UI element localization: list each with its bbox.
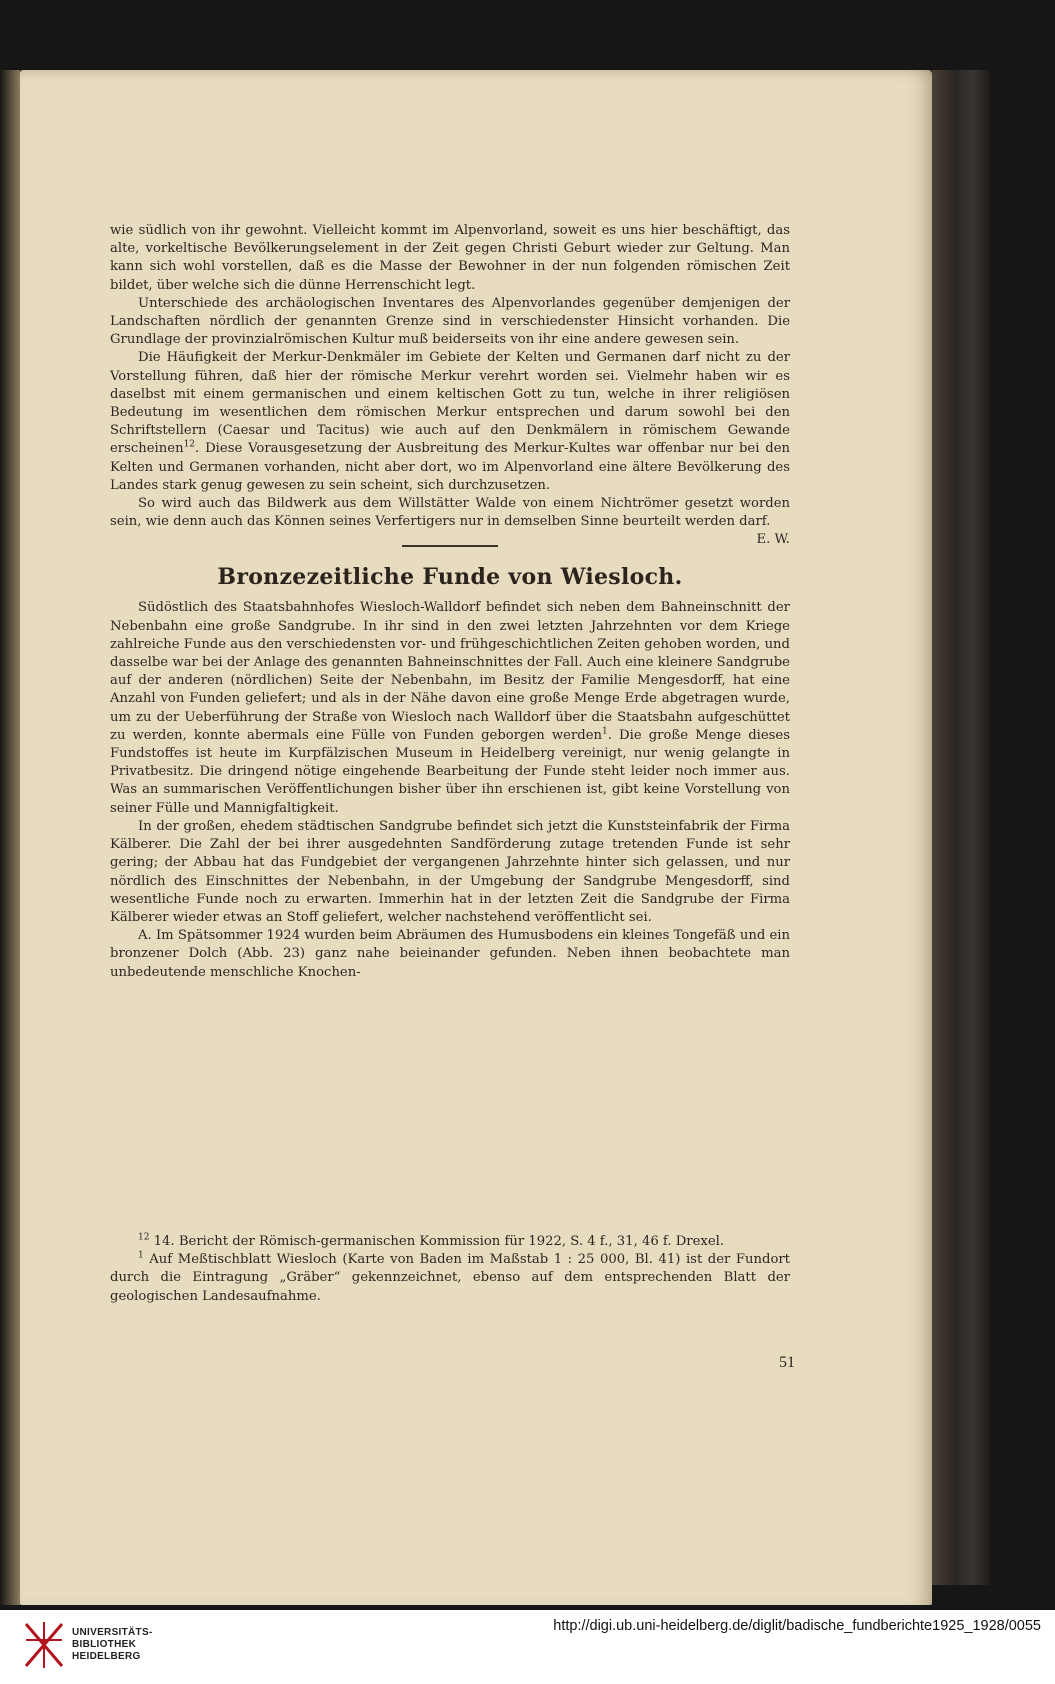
- footnote-mark: 1: [138, 1250, 144, 1261]
- paragraph-text: Südöstlich des Staatsbahnhofes Wiesloch-Walldorf befindet sich neben dem Bahneinschnitt der Nebenbahn eine große Sandgrube. In ihr sind in den zwei letzten Jahrzehnten vor dem Kriege zahlreiche Funde aus den verschiedensten vor- und frühgeschichtlichen Zeiten gehoben worden, und dasselbe war bei der Anlage des genannten Bahneinschnittes der Fall. Auch eine kleinere Sandgrube auf der anderen (nördlichen) Seite der Nebenbahn, im Besitz der Familie Mengesdorff, hat eine Anzahl von Funden geliefert; und als in der Nähe davon eine große Menge Erde abgetragen wurde, um zu der Ueberführung der Straße von Wiesloch nach Walldorf über die Staatsbahn aufgeschüttet zu werden, konnte abermals eine Fülle von Funden geborgen werden: [110, 600, 790, 743]
- book-cover-edge: [932, 70, 990, 1585]
- paragraph: Unterschiede des archäologischen Inventares des Alpenvorlandes gegenüber demjenigen der Landschaften nördlich der genannten Grenze sind in verschiedenster Hinsicht vorhanden. Die Grundlage der provinzialrömischen Kultur muß beiderseits von ihr eine andere gewesen sein.: [110, 295, 790, 348]
- paragraph: wie südlich von ihr gewohnt. Vielleicht kommt im Alpenvorland, soweit es uns hier beschäftigt, das alte, vorkeltische Bevölkerungselement in der Zeit gegen Christi Geburt wieder zur Geltung. Man kann sich wohl vorstellen, daß es die Masse der Bewohner in der nun folgenden römischen Zeit bildet, über welche sich die dünne Herrenschicht legt.: [110, 223, 790, 293]
- university-library-logo-icon: [22, 1620, 66, 1670]
- source-url-link[interactable]: http://digi.ub.uni-heidelberg.de/diglit/badische_fundberichte1925_1928/0055: [553, 1618, 1041, 1634]
- paragraph-text: Die Häufigkeit der Merkur-Denkmäler im Gebiete der Kelten und Germanen darf nicht zu der Vorstellung führen, daß hier der römische Merkur verehrt worden sei. Vielmehr haben wir es daselbst mit einem germanischen und einem keltischen Gott zu tun, welche in ihrer religiösen Bedeutung im wesentlichen dem römischen Merkur entsprechen und darum sowohl bei den Schriftstellern (Caesar und Tacitus) wie auch auf den Denkmälern in römischem Gewande erscheinen: [110, 350, 790, 457]
- footnotes: [110, 1233, 790, 1306]
- page-number: 51: [779, 1354, 795, 1371]
- signature: E. W.: [756, 532, 790, 548]
- footnote-ref: 1: [602, 726, 608, 737]
- library-name-line: BIBLIOTHEK: [72, 1639, 137, 1650]
- section-title: Bronzezeitliche Funde von Wiesloch.: [217, 564, 683, 591]
- footnote-ref: 12: [183, 440, 196, 451]
- section-divider: [402, 545, 498, 547]
- main-text: [110, 222, 790, 982]
- footnote-mark: 12: [138, 1232, 150, 1243]
- paragraph-text: Diese Vorausgesetzung der Ausbreitung des Merkur-Kultes war offenbar nur bei den Kelten und Germanen vorhanden, nicht aber dort, wo im Alpenvorland eine ältere Bevölkerung des Landes stark genug gewesen zu sein scheint, sich durchzusetzen.: [110, 441, 791, 493]
- paragraph-text: So wird auch das Bildwerk aus dem Willstätter Walde von einem Nichtrömer gesetzt worden sein, wie denn auch das Können seines Verfertigers nur in demselben Sinne beurteilt werden darf.: [110, 496, 790, 530]
- book-spine: [0, 70, 20, 1605]
- library-name: [72, 1627, 153, 1663]
- paragraph: Südöstlich des Staatsbahnhofes Wiesloch-Walldorf befindet sich neben dem Bahneinschnitt der Nebenbahn eine große Sandgrube. In ihr sind in den zwei letzten Jahrzehnten vor dem Kriege zahlreiche Funde aus den verschiedensten vor- und frühgeschichtlichen Zeiten gehoben worden, und dasselbe war bei der Anlage des genannten Bahneinschnittes der Fall. Auch eine kleinere Sandgrube auf der anderen (nördlichen) Seite der Nebenbahn, im Besitz der Familie Mengesdorff, hat eine Anzahl von Funden geliefert; und als in der Nähe davon eine große Menge Erde abgetragen wurde, um zu der Ueberführung der Straße von Wiesloch nach Walldorf über die Staatsbahn aufgeschüttet zu werden, konnte abermals eine Fülle von Funden geborgen werden$^1$. Die große Menge dieses Fundstoffes ist heute im Kurpfälzischen Museum in Heidelberg vereinigt, nur wenig gelangte in Privatbesitz. Die dringend nötige eingehende Bearbeitung der Funde steht leider noch immer aus. Was an summarischen Veröffentlichungen bisher über ihn erschienen ist, gibt keine Vorstellung von seiner Fülle und Mannigfaltigkeit.: [110, 600, 791, 816]
- paragraph: [110, 495, 790, 548]
- paragraph: Die Häufigkeit der Merkur-Denkmäler im Gebiete der Kelten und Germanen darf nicht zu der Vorstellung führen, daß hier der römische Merkur verehrt worden sei. Vielmehr haben wir es daselbst mit einem germanischen und einem keltischen Gott zu tun, welche in ihrer religiösen Bedeutung im wesentlichen dem römischen Merkur entsprechen und darum sowohl bei den Schriftstellern (Caesar und Tacitus) wie auch auf den Denkmälern in römischem Gewande erscheinen$^{12}$. Diese Vorausgesetzung der Ausbreitung des Merkur-Kultes war offenbar nur bei den Kelten und Germanen vorhanden, nicht aber dort, wo im Alpenvorland eine ältere Bevölkerung des Landes stark genug gewesen zu sein scheint, sich durchzusetzen.: [110, 350, 791, 493]
- library-name-line: UNIVERSITÄTS-: [72, 1627, 153, 1638]
- footnote: [110, 1251, 790, 1306]
- paragraph: In der großen, ehedem städtischen Sandgrube befindet sich jetzt die Kunststeinfabrik der Firma Kälberer. Die Zahl der bei ihrer ausgedehnten Sandförderung zutage tretenden Funde ist sehr gering; der Abbau hat das Fundgebiet der vergangenen Jahrzehnte hinter sich gelassen, und nur nördlich des Einschnittes der Nebenbahn, in der Umgebung der Sandgrube Mengesdorff, sind wesentliche Funde noch zu erwarten. Immerhin hat in der letzten Zeit die Sandgrube der Firma Kälberer wieder etwas an Stoff geliefert, welcher nachstehend veröffentlicht sei.: [110, 818, 790, 925]
- footnote-text: 14. Bericht der Römisch-germanischen Kommission für 1922, S. 4 f., 31, 46 f. Drexel.: [153, 1234, 725, 1249]
- footnote-text: Auf Meßtischblatt Wiesloch (Karte von Baden im Maßstab 1 : 25 000, Bl. 41) ist der Fundort durch die Eintragung „Gräber“ gekennzeichnet, ebenso auf dem entsprechenden Blatt der geologischen Landesaufnahme.: [110, 1252, 790, 1304]
- paragraph-text: Die große Menge dieses Fundstoffes ist heute im Kurpfälzischen Museum in Heidelberg vereinigt, nur wenig gelangte in Privatbesitz. Die dringend nötige eingehende Bearbeitung der Funde steht leider noch immer aus. Was an summarischen Veröffentlichungen bisher über ihn erschienen ist, gibt keine Vorstellung von seiner Fülle und Mannigfaltigkeit.: [110, 727, 791, 816]
- paragraph: A. Im Spätsommer 1924 wurden beim Abräumen des Humusbodens ein kleines Tongefäß und ein bronzener Dolch (Abb. 23) ganz nahe beieinander gefunden. Neben ihnen beobachtete man unbedeutende menschliche Knochen-: [110, 928, 790, 980]
- library-name-line: HEIDELBERG: [72, 1651, 141, 1662]
- footnote: [110, 1233, 790, 1251]
